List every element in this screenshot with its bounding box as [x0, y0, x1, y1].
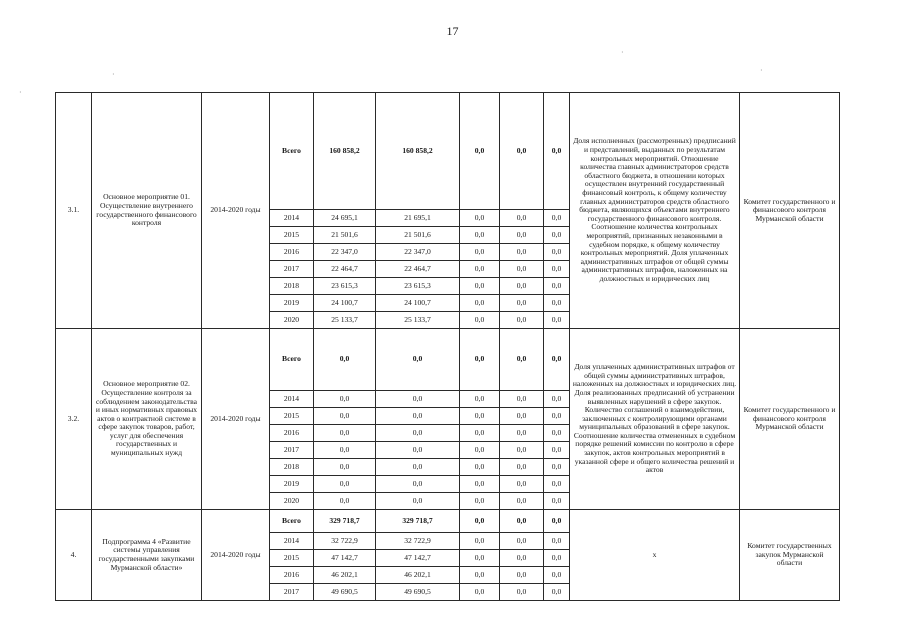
other-cell: 0,0 — [544, 244, 570, 261]
scan-speck: · — [760, 66, 763, 75]
responsible-cell: Комитет государственного и финансового контроля Мурманской области — [740, 93, 840, 329]
other-cell: 0,0 — [544, 312, 570, 329]
table-row — [56, 510, 840, 533]
other-cell: 0,0 — [544, 278, 570, 295]
year-cell: 2015 — [270, 408, 314, 425]
year-cell: 2016 — [270, 425, 314, 442]
block-name: Основное мероприятие 02. Осуществление контроля за соблюдением законодательства и иных нормативных правовых актов о контрактной системе в сфере закупок товаров, работ, услуг для обеспечения государственных и муниципальных нужд — [92, 329, 202, 510]
total-cell: 0,0 — [314, 459, 376, 476]
federal-cell: 0,0 — [460, 329, 500, 391]
regional-cell: 32 722,9 — [376, 533, 460, 550]
scan-speck: · — [621, 48, 624, 57]
other-cell: 0,0 — [544, 425, 570, 442]
year-cell: 2020 — [270, 493, 314, 510]
regional-cell: 0,0 — [376, 476, 460, 493]
indicators-cell: Доля уплаченных административных штрафов от общей суммы административных штрафов, наложенных на должностных и юридических лиц. Доля реализованных предписаний об устранении выявленных нарушений в сфере закупок. Количество соглашений о взаимодействии, заключенных с контролирующими органами муниципальных образований в сфере закупок. Соотношение количества отмененных в судебном порядке решений комиссии по контролю в сфере закупок, актов контрольных мероприятий в указанной сфере и общего количества решений и актов — [570, 329, 740, 510]
other-cell: 0,0 — [544, 93, 570, 210]
table-row — [56, 93, 840, 210]
block-number: 4. — [56, 510, 92, 601]
other-cell: 0,0 — [544, 584, 570, 601]
local-cell: 0,0 — [500, 425, 544, 442]
other-cell: 0,0 — [544, 476, 570, 493]
federal-cell: 0,0 — [460, 442, 500, 459]
total-cell: 47 142,7 — [314, 550, 376, 567]
local-cell: 0,0 — [500, 442, 544, 459]
regional-cell: 22 464,7 — [376, 261, 460, 278]
federal-cell: 0,0 — [460, 408, 500, 425]
regional-cell: 0,0 — [376, 391, 460, 408]
year-cell: 2015 — [270, 227, 314, 244]
other-cell: 0,0 — [544, 329, 570, 391]
block-period: 2014-2020 годы — [202, 329, 270, 510]
local-cell: 0,0 — [500, 510, 544, 533]
other-cell: 0,0 — [544, 442, 570, 459]
federal-cell: 0,0 — [460, 476, 500, 493]
year-cell: 2014 — [270, 210, 314, 227]
federal-cell: 0,0 — [460, 510, 500, 533]
other-cell: 0,0 — [544, 295, 570, 312]
total-cell: 24 100,7 — [314, 295, 376, 312]
federal-cell: 0,0 — [460, 391, 500, 408]
regional-cell: 21 695,1 — [376, 210, 460, 227]
total-cell: 0,0 — [314, 391, 376, 408]
regional-cell: 0,0 — [376, 329, 460, 391]
federal-cell: 0,0 — [460, 93, 500, 210]
other-cell: 0,0 — [544, 408, 570, 425]
other-cell: 0,0 — [544, 227, 570, 244]
table-row — [56, 329, 840, 391]
local-cell: 0,0 — [500, 261, 544, 278]
regional-cell: 46 202,1 — [376, 567, 460, 584]
year-cell: 2020 — [270, 312, 314, 329]
year-cell: Всего — [270, 93, 314, 210]
local-cell: 0,0 — [500, 295, 544, 312]
year-cell: 2019 — [270, 476, 314, 493]
federal-cell: 0,0 — [460, 278, 500, 295]
total-cell: 22 347,0 — [314, 244, 376, 261]
other-cell: 0,0 — [544, 391, 570, 408]
total-cell: 0,0 — [314, 476, 376, 493]
block-name: Основное мероприятие 01. Осуществление внутреннего государственного финансового контроля — [92, 93, 202, 329]
regional-cell: 0,0 — [376, 493, 460, 510]
local-cell: 0,0 — [500, 533, 544, 550]
regional-cell: 49 690,5 — [376, 584, 460, 601]
local-cell: 0,0 — [500, 329, 544, 391]
responsible-cell: Комитет государственного и финансового контроля Мурманской области — [740, 329, 840, 510]
total-cell: 49 690,5 — [314, 584, 376, 601]
federal-cell: 0,0 — [460, 244, 500, 261]
regional-cell: 22 347,0 — [376, 244, 460, 261]
year-cell: Всего — [270, 510, 314, 533]
year-cell: 2016 — [270, 244, 314, 261]
total-cell: 22 464,7 — [314, 261, 376, 278]
total-cell: 25 133,7 — [314, 312, 376, 329]
other-cell: 0,0 — [544, 567, 570, 584]
block-number: 3.1. — [56, 93, 92, 329]
local-cell: 0,0 — [500, 476, 544, 493]
year-cell: 2018 — [270, 459, 314, 476]
regional-cell: 329 718,7 — [376, 510, 460, 533]
local-cell: 0,0 — [500, 210, 544, 227]
federal-cell: 0,0 — [460, 312, 500, 329]
local-cell: 0,0 — [500, 493, 544, 510]
regional-cell: 21 501,6 — [376, 227, 460, 244]
total-cell: 329 718,7 — [314, 510, 376, 533]
year-cell: Всего — [270, 329, 314, 391]
federal-cell: 0,0 — [460, 227, 500, 244]
year-cell: 2015 — [270, 550, 314, 567]
local-cell: 0,0 — [500, 312, 544, 329]
indicators-cell: х — [570, 510, 740, 601]
local-cell: 0,0 — [500, 550, 544, 567]
other-cell: 0,0 — [544, 459, 570, 476]
regional-cell: 0,0 — [376, 459, 460, 476]
regional-cell: 24 100,7 — [376, 295, 460, 312]
year-cell: 2018 — [270, 278, 314, 295]
indicators-cell: Доля исполненных (рассмотренных) предписаний и представлений, выданных по результатам контрольных мероприятий. Отношение количества главных администраторов средств областного бюджета, в отношении которых осуществлен внутренний государственный финансовый контроль, к общему количеству главных администраторов средств областного бюджета, являющихся объектами внутреннего государственного финансового контроля. Соотношение количества контрольных мероприятий, признанных незаконными в судебном порядке, к общему количеству контрольных мероприятий. Доля уплаченных административных штрафов от общей суммы административных штрафов, наложенных на должностных и юридических лиц — [570, 93, 740, 329]
block-period: 2014-2020 годы — [202, 510, 270, 601]
regional-cell: 23 615,3 — [376, 278, 460, 295]
total-cell: 23 615,3 — [314, 278, 376, 295]
federal-cell: 0,0 — [460, 550, 500, 567]
block-name: Подпрограмма 4 «Развитие системы управления государственными закупками Мурманской области» — [92, 510, 202, 601]
total-cell: 32 722,9 — [314, 533, 376, 550]
regional-cell: 0,0 — [376, 442, 460, 459]
local-cell: 0,0 — [500, 93, 544, 210]
local-cell: 0,0 — [500, 391, 544, 408]
other-cell: 0,0 — [544, 493, 570, 510]
total-cell: 0,0 — [314, 329, 376, 391]
federal-cell: 0,0 — [460, 567, 500, 584]
total-cell: 21 501,6 — [314, 227, 376, 244]
local-cell: 0,0 — [500, 408, 544, 425]
total-cell: 24 695,1 — [314, 210, 376, 227]
year-cell: 2017 — [270, 261, 314, 278]
responsible-cell: Комитет государственных закупок Мурманской области — [740, 510, 840, 601]
local-cell: 0,0 — [500, 584, 544, 601]
local-cell: 0,0 — [500, 227, 544, 244]
federal-cell: 0,0 — [460, 584, 500, 601]
other-cell: 0,0 — [544, 550, 570, 567]
year-cell: 2017 — [270, 584, 314, 601]
federal-cell: 0,0 — [460, 425, 500, 442]
scan-speck: · — [19, 88, 22, 97]
total-cell: 0,0 — [314, 493, 376, 510]
federal-cell: 0,0 — [460, 210, 500, 227]
regional-cell: 160 858,2 — [376, 93, 460, 210]
regional-cell: 0,0 — [376, 425, 460, 442]
year-cell: 2017 — [270, 442, 314, 459]
year-cell: 2016 — [270, 567, 314, 584]
block-period: 2014-2020 годы — [202, 93, 270, 329]
federal-cell: 0,0 — [460, 493, 500, 510]
local-cell: 0,0 — [500, 244, 544, 261]
regional-cell: 0,0 — [376, 408, 460, 425]
total-cell: 46 202,1 — [314, 567, 376, 584]
total-cell: 0,0 — [314, 442, 376, 459]
year-cell: 2019 — [270, 295, 314, 312]
other-cell: 0,0 — [544, 210, 570, 227]
page-number: 17 — [446, 24, 459, 38]
year-cell: 2014 — [270, 391, 314, 408]
regional-cell: 25 133,7 — [376, 312, 460, 329]
regional-cell: 47 142,7 — [376, 550, 460, 567]
local-cell: 0,0 — [500, 459, 544, 476]
local-cell: 0,0 — [500, 278, 544, 295]
scan-speck: · — [112, 70, 115, 79]
other-cell: 0,0 — [544, 510, 570, 533]
local-cell: 0,0 — [500, 567, 544, 584]
other-cell: 0,0 — [544, 261, 570, 278]
federal-cell: 0,0 — [460, 459, 500, 476]
year-cell: 2014 — [270, 533, 314, 550]
block-number: 3.2. — [56, 329, 92, 510]
budget-table — [55, 92, 840, 601]
federal-cell: 0,0 — [460, 533, 500, 550]
other-cell: 0,0 — [544, 533, 570, 550]
total-cell: 0,0 — [314, 425, 376, 442]
federal-cell: 0,0 — [460, 261, 500, 278]
total-cell: 0,0 — [314, 408, 376, 425]
federal-cell: 0,0 — [460, 295, 500, 312]
total-cell: 160 858,2 — [314, 93, 376, 210]
